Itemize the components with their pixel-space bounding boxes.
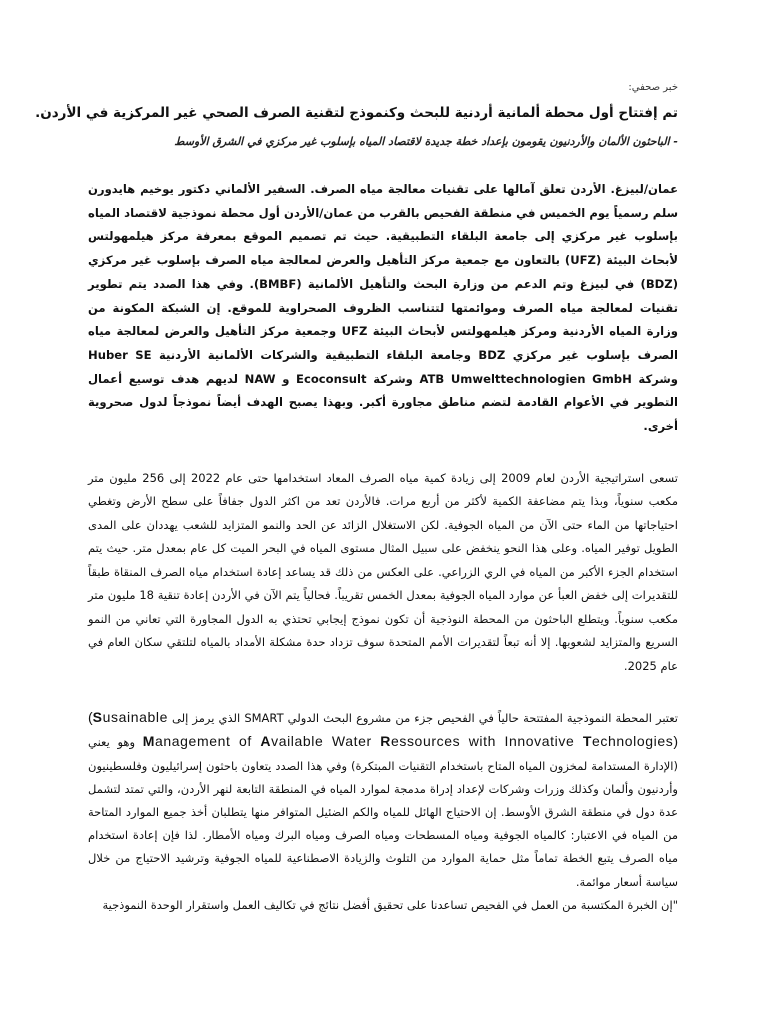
- quote-start-text: "إن الخبرة المكتسبة من العمل في الفحيص تساعدنا على تحقيق أفضل نتائج في تكاليف العمل واستقرار الوحدة النموذجية: [102, 897, 678, 912]
- subtitle: - الباحثون الألمان والأردنيون يقومون بإعداد خطة جديدة لاقتصاد المياه بإسلوب غير مركزي في الشرق الأوسط: [174, 135, 678, 148]
- page-title: تم إفتتاح أول محطة ألمانية أردنية للبحث وكنموذج لتقنية الصرف الصحي غير المركزية في الأردن.: [35, 105, 678, 121]
- smart-project-name: (Susainable Management of Available Water Ressources with Innovative Technologies): [88, 709, 679, 750]
- press-release: [35, 82, 679, 917]
- smart-description-text: وهو يعني (الإدارة المستدامة لمخزون المياه المتاح باستخدام التقنيات المبتكرة) وفي هذا الصدد يتعاون باحثون إسرائيليون وفلسطينيون وأردنيون وألمان وكذلك وزرات وشركات لإعداد إدراة مدمجة لموارد المياه في المنطقة التابعة لنهر الأردن، والتي تمتد لتشمل عدة دول في منطقة الشرق الأوسط. إن الاحتياج الهائل للمياه والكم الضئيل المتوافر منها يتطلبان أخذ جميع الموارد المتاحة من المياه في الاعتبار: كالمياه الجوفية ومياه المسطحات ومياه الصرف ومياه البرك ومياه الأمطار. لذا فإن إعادة استخدام مياه الصرف يتبع الخطة تماماً مثل حماية الموارد من التلوث والزيادة الاصطناعية للمياه الجوفية وترشيد الاحتياج من خلال سياسة أسعار موائمة.: [88, 735, 678, 889]
- paragraph-opening: عمان/لبيزغ. الأردن تعلق آمالها على تقنيات معالجة مياه الصرف. السفير الألماني دكتور يوخيم هايدورن سلم رسمياً يوم الخميس في منطقة الفحيص بالقرب من عمان/الأردن أول محطة نموذجية لاقتصاد المياه بإسلوب غير مركزي إلى جامعة البلقاء التطبيقية. حيث تم تصميم الموقع بمعرفة مركز هيلمهولتس لأبحاث البيئة (UFZ) بالتعاون مع جمعية مركز التأهيل والعرض لمعالجة مياه الصرف بإسلوب غير مركزي (BDZ) في لبيزغ وتم الدعم من وزارة البحث والتأهيل الألمانية (BMBF). وفي هذا الصدد يتم تطوير تقنيات لمعالجة مياه الصرف وموائمتها لتتناسب الظروف الصحراوية للموقع. إن الشبكة المكونة من وزارة المياه الأردنية ومركز هيلمهولتس لأبحاث البيئة UFZ وجمعية مركز التأهيل والعرض لمعالجة مياه الصرف بإسلوب غير مركزي BDZ وجامعة البلقاء التطبيقية والشركات الألمانية الأردنية Huber SE وشركة ATB Umwelttechnologien GmbH وشركة Ecoconsult و NAW لديهم هدف توسيع أعمال التطوير في الأعوام القادمة لتضم مناطق مجاورة أكبر. وبهذا يصبح الهدف أيضاً نموذجاً لدول صحروية أخرى.: [88, 182, 679, 434]
- press-release-label: خبر صحفي:: [628, 82, 678, 93]
- paragraph-strategy: تسعى استراتيجية الأردن لعام 2009 إلى زيادة كمية مياه الصرف المعاد استخدامها حتى عام 2022 إلى 256 مليون متر مكعب سنوياً، وبذا يتم مضاعفة الكمية لأكثر من أربع مرات. فالأردن تعد من اكثر الدول جفافاً على سطح الأرض وتغطي احتياجاتها من الماء حتى الآن من المياه الجوفية. لكن الاستغلال الزائد عن الحد والنمو المتزايد للشعب يهددان على المدى الطويل توفير المياه. وعلى هذا النحو ينخفض على سبيل المثال مستوى المياه في البحر الميت كل عام بمعدل متر. حيث يتم استخدام الجزء الأكبر من المياه في الري الزراعي. على العكس من ذلك قد يساعد إعادة استخدام مياه الصرف المنقاة طبقاً للتقديرات إلى خفض العبأ عن موارد المياه الجوفية بمعدل الخمس تقريباً. فحالياً يتم الآن في الأردن إعادة تنقية 18 مليون متر مكعب سنوياً. ويتطلع الباحثون من المحطة النوذجية أن تكون نموذج إيجابي تحتذي به الدول المجاورة التي تعاني من النمو السريع والمتزايد لشعوبها. إلا أنه تبعاً لتقديرات الأمم المتحدة سوف تزداد حدة مشكلة الأمداد بالمياه لتلتقي سكان العام في عام 2025.: [88, 470, 678, 673]
- smart-intro-text: تعتبر المحطة النموذجية المفتتحة حالياً في الفحيص جزء من مشروع البحث الدولي SMART الذي يرمز إلى: [172, 711, 679, 726]
- paragraph-smart-project: [88, 706, 678, 917]
